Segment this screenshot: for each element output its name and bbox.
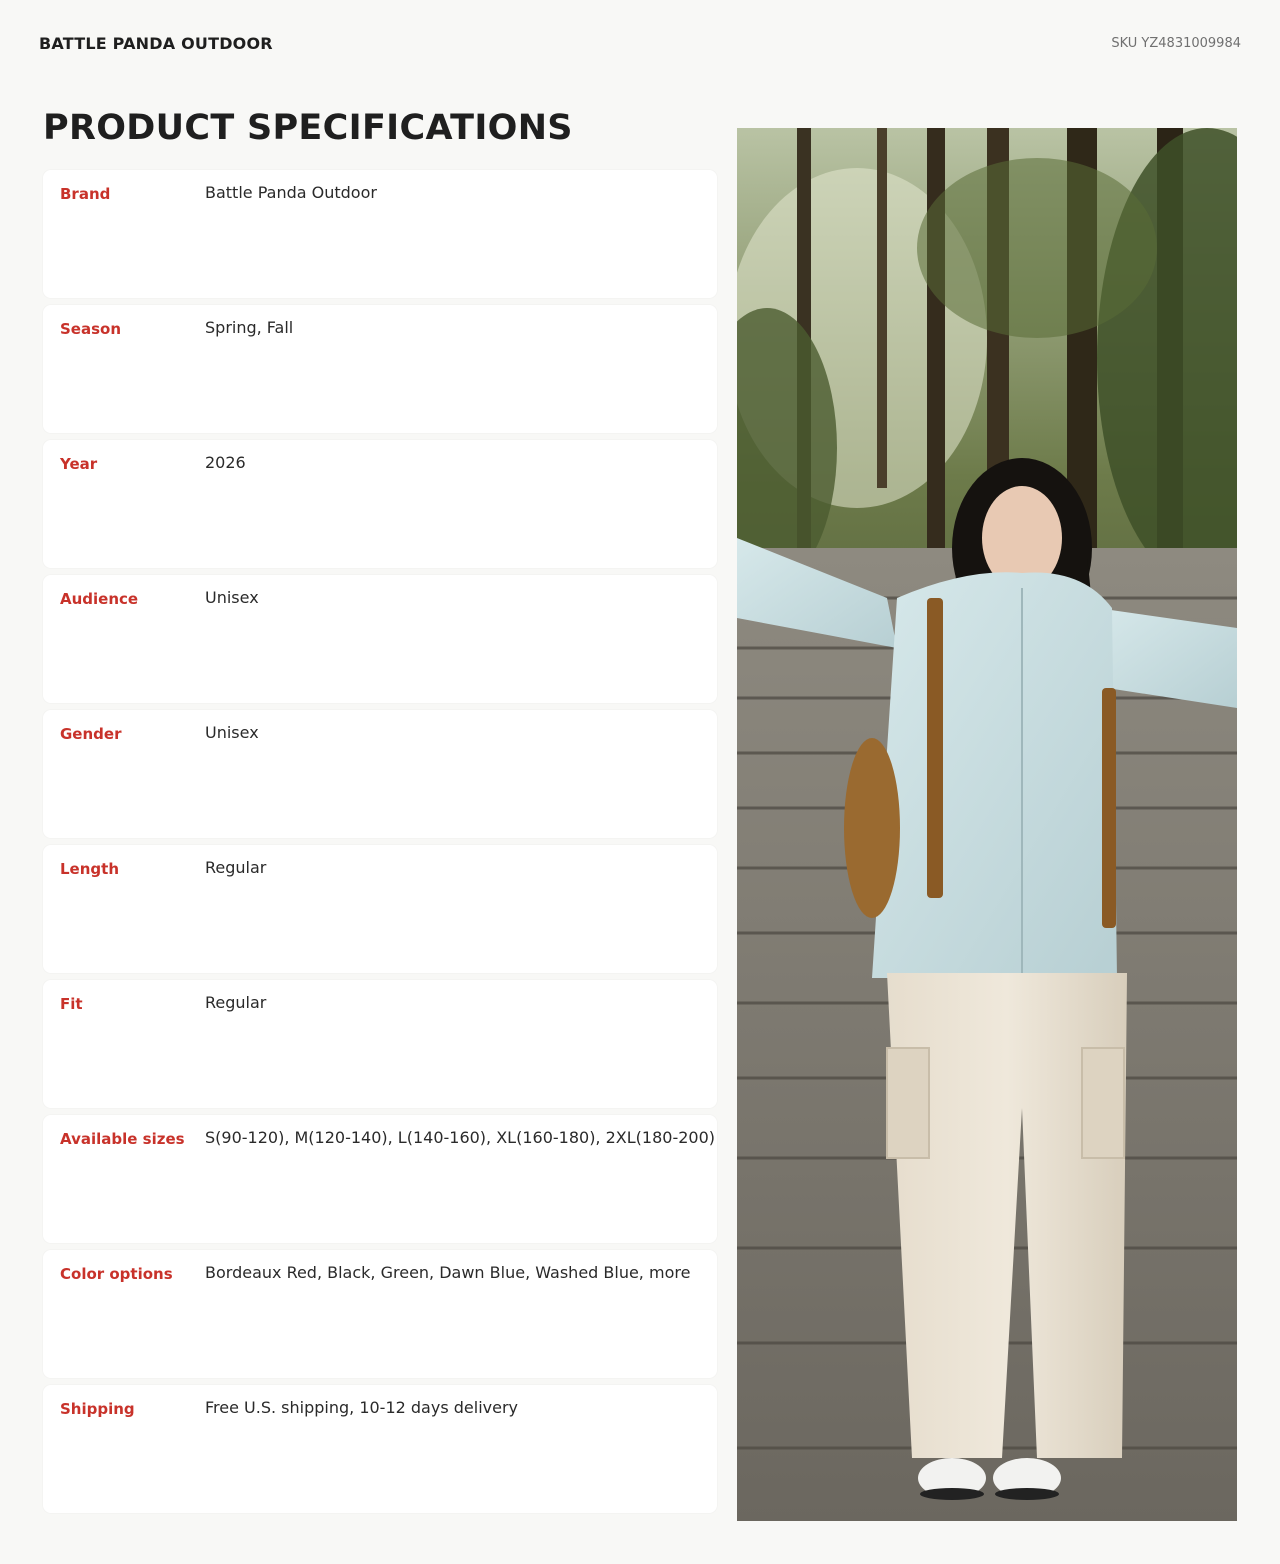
spec-row-gender [43, 710, 717, 838]
spec-value: Unisex [205, 723, 259, 742]
spec-row-brand [43, 170, 717, 298]
spec-label: Season [60, 320, 122, 338]
spec-value: S(90-120), M(120-140), L(140-160), XL(160-180), 2XL(180-200) [205, 1128, 715, 1147]
sku-label: SKU YZ4831009984 [1111, 36, 1241, 51]
spec-row-year [43, 440, 717, 568]
spec-value: 2026 [205, 453, 246, 472]
spec-value: Unisex [205, 588, 259, 607]
page-title: PRODUCT SPECIFICATIONS [43, 108, 573, 148]
product-photo [737, 128, 1237, 1521]
spec-row-sizes [43, 1115, 717, 1243]
spec-value: Bordeaux Red, Black, Green, Dawn Blue, Washed Blue, more [205, 1263, 691, 1282]
spec-value: Spring, Fall [205, 318, 294, 337]
spec-row-fit [43, 980, 717, 1108]
spec-label: Available sizes [60, 1130, 185, 1148]
spec-value: Regular [205, 858, 267, 877]
spec-row-colors [43, 1250, 717, 1378]
spec-row-length [43, 845, 717, 973]
spec-label: Audience [60, 590, 139, 608]
spec-label: Length [60, 860, 119, 878]
spec-label: Gender [60, 725, 122, 743]
spec-value: Regular [205, 993, 267, 1012]
brand-name: BATTLE PANDA OUTDOOR [39, 34, 273, 53]
spec-row-season [43, 305, 717, 433]
spec-label: Shipping [60, 1400, 135, 1418]
spec-value: Free U.S. shipping, 10-12 days delivery [205, 1398, 518, 1417]
spec-label: Fit [60, 995, 83, 1013]
spec-label: Color options [60, 1265, 173, 1283]
spec-label: Brand [60, 185, 111, 203]
spec-row-shipping [43, 1385, 717, 1513]
spec-value: Battle Panda Outdoor [205, 183, 377, 202]
spec-label: Year [60, 455, 98, 473]
spec-row-audience [43, 575, 717, 703]
spec-list [43, 170, 717, 1520]
